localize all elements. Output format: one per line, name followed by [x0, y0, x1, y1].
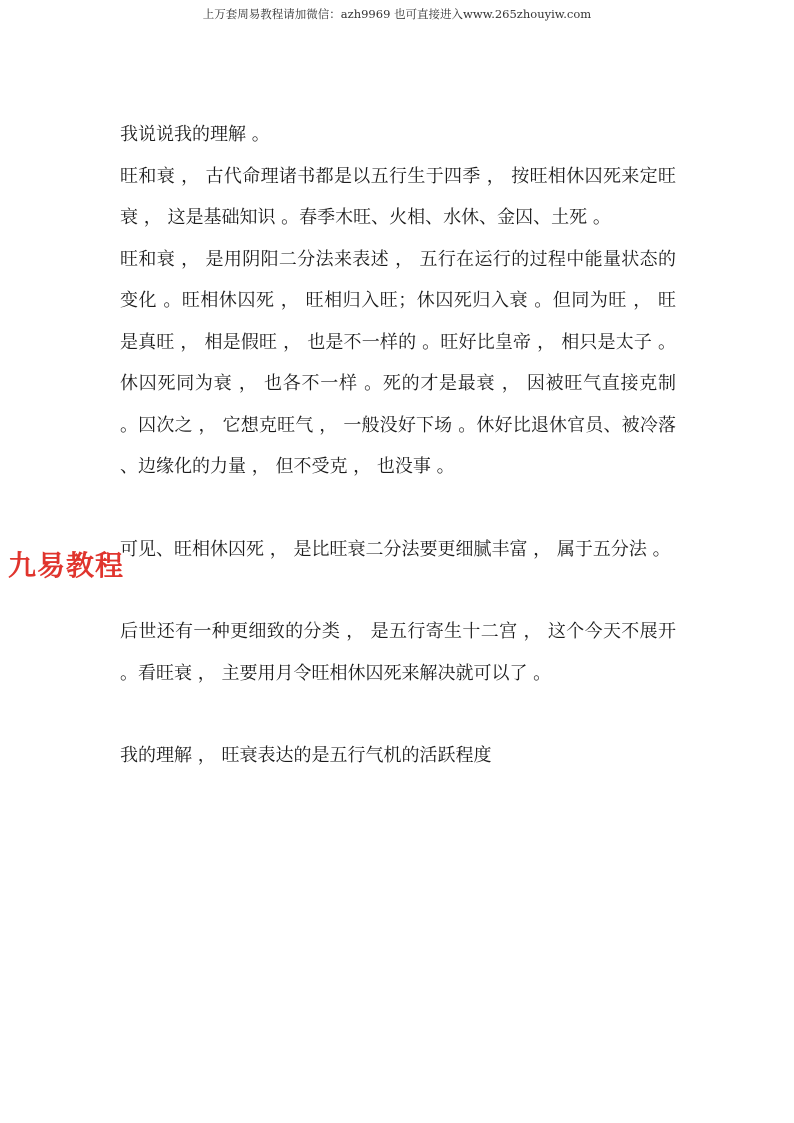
paragraph-twelve-palaces: 后世还有一种更细致的分类 ， 是五行寄生十二宫 ， 这个今天不展开 。看旺衰 ， 主要用月令旺相休囚死来解决就可以了 。 — [120, 621, 676, 684]
paragraph-yin-yang: 旺和衰 ， 是用阴阳二分法来表述 ， 五行在运行的过程中能量状态的变化 。旺相休囚死 ， 旺相归入旺；休囚死归入衰 。但同为旺 ， 旺是真旺 ， 相是假旺 ， 也是不一样的 。旺好比皇帝 ， 相只是太子 。休囚死同为衰 ， 也各不一样 。死的才是最衰 ， 因被旺气直接克制 。囚次之 ， 它想克旺气 ， 一般没好下场 。休好比退休官员、被冷落、边缘化的力量 ， 但不受克 ， 也没事 。 — [120, 248, 676, 477]
paragraph-five-division: 可见、旺相休囚死 ， 是比旺衰二分法要更细腻丰富 ， 属于五分法 。 — [120, 538, 671, 560]
document-body — [120, 114, 676, 777]
paragraph-intro: 我说说我的理解 。 — [120, 124, 270, 145]
paragraph-conclusion: 我的理解 ， 旺衰表达的是五行气机的活跃程度 — [120, 745, 492, 766]
page-header: 上万套周易教程请加微信：azh9969 也可直接进入www.265zhouyiw.com — [202, 7, 592, 21]
paragraph-seasons: 旺和衰 ， 古代命理诸书都是以五行生于四季 ， 按旺相休囚死来定旺衰 ， 这是基础知识 。春季木旺、火相、水休、金囚、土死 。 — [120, 165, 676, 228]
watermark-logo: 九易教程 — [8, 549, 125, 582]
